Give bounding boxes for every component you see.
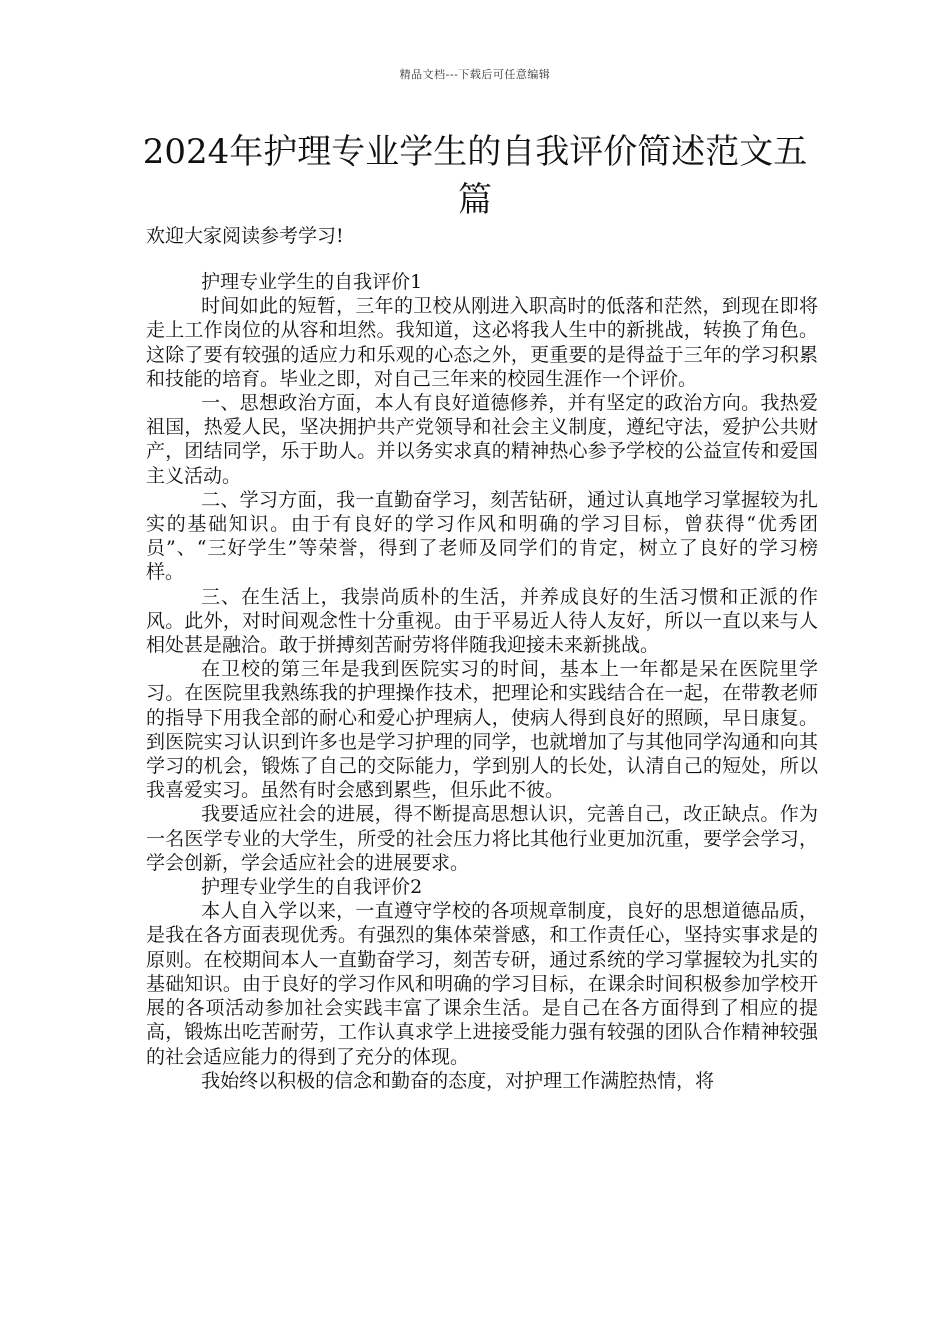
paragraph: 一、思想政治方面，本人有良好道德修养，并有坚定的政治方向。我热爱祖国，热爱人民，坚决拥护共产党领导和社会主义制度，遵纪守法，爱护公共财产，团结同学，乐于助人。并以务实求真的精神热心参予学校的公益宣传和爱国主义活动。 xyxy=(146,392,818,487)
section-heading-1: 护理专业学生的自我评价1 xyxy=(201,271,423,293)
paragraph: 我要适应社会的进展，得不断提高思想认识，完善自己，改正缺点。作为一名医学专业的大学生，所受的社会压力将比其他行业更加沉重，要学会学习，学会创新，学会适应社会的进展要求。 xyxy=(146,803,818,874)
paragraph: 本人自入学以来，一直遵守学校的各项规章制度，良好的思想道德品质，是我在各方面表现优秀。有强烈的集体荣誉感，和工作责任心，坚持实事求是的原则。在校期间本人一直勤奋学习，刻苦专研，通过系统的学习掌握较为扎实的基础知识。由于良好的学习作风和明确的学习目标，在课余时间积极参加学校开展的各项活动参加社会实践丰富了课余生活。是自己在各方面得到了相应的提高，锻炼出吃苦耐劳，工作认真求学上进接受能力强有较强的团队合作精神较强的社会适应能力的得到了充分的体现。 xyxy=(146,900,818,1068)
paragraph: 二、学习方面，我一直勤奋学习，刻苦钻研，通过认真地学习掌握较为扎实的基础知识。由于有良好的学习作风和明确的学习目标，曾获得“优秀团员”、“三好学生”等荣誉，得到了老师及同学们的肯定，树立了良好的学习榜样。 xyxy=(146,488,818,584)
paragraph: 在卫校的第三年是我到医院实习的时间，基本上一年都是呆在医院里学习。在医院里我熟练我的护理操作技术，把理论和实践结合在一起，在带教老师的指导下用我全部的耐心和爱心护理病人，使病人得到良好的照顾，早日康复。到医院实习认识到许多也是学习护理的同学，也就增加了与其他同学沟通和向其学习的机会，锻炼了自己的交际能力，学到别人的长处，认清自己的短处，所以我喜爱实习。虽然有时会感到累些，但乐此不彼。 xyxy=(146,658,818,802)
paragraph: 三、在生活上，我崇尚质朴的生活，并养成良好的生活习惯和正派的作风。此外，对时间观念性十分重视。由于平易近人待人友好，所以一直以来与人相处甚是融洽。敢于拼搏刻苦耐劳将伴随我迎接未来新挑战。 xyxy=(146,585,818,657)
document-title: 2024年护理专业学生的自我评价简述范文五篇 xyxy=(142,132,808,220)
document-body xyxy=(146,270,818,1093)
paragraph: 时间如此的短暂，三年的卫校从刚进入职高时的低落和茫然，到现在即将走上工作岗位的从容和坦然。我知道，这必将我人生中的新挑战，转换了角色。这除了要有较强的适应力和乐观的心态之外，更重要的是得益于三年的学习积累和技能的培育。毕业之即，对自己三年来的校园生涯作一个评价。 xyxy=(146,295,818,390)
intro-line: 欢迎大家阅读参考学习! xyxy=(146,225,344,247)
paragraph: 我始终以积极的信念和勤奋的态度，对护理工作满腔热情，将 xyxy=(201,1069,715,1092)
section-heading-2: 护理专业学生的自我评价2 xyxy=(201,876,423,899)
header-note: 精品文档---下载后可任意编辑 xyxy=(399,68,551,81)
